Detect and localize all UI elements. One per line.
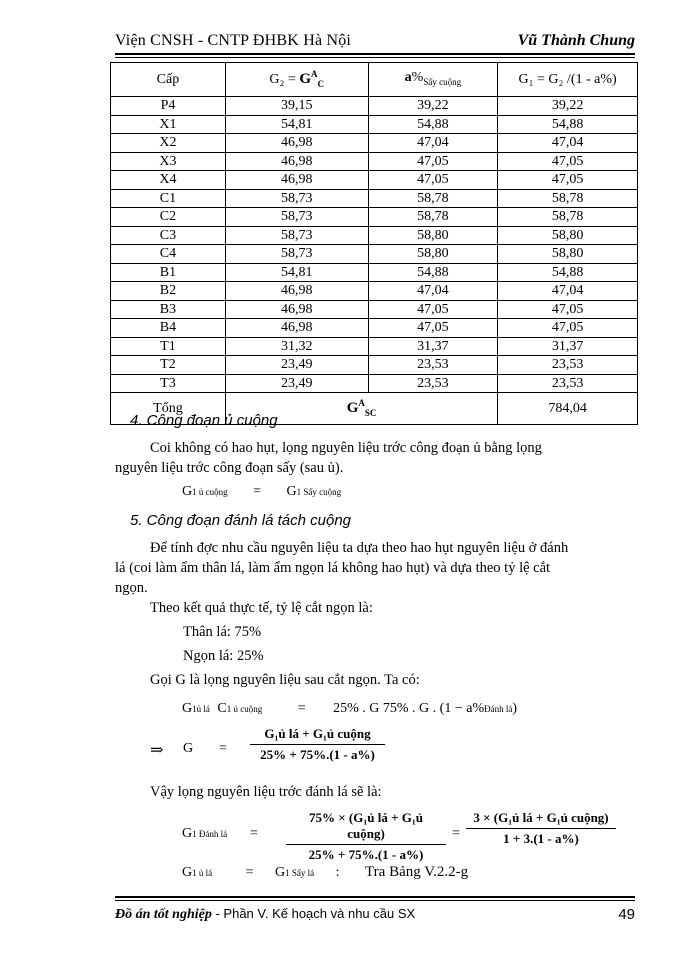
cell-cap: B4 xyxy=(111,319,226,338)
implies-arrow: ⇒ xyxy=(150,742,164,759)
header-rule-thin xyxy=(115,57,635,58)
page-footer xyxy=(115,896,635,926)
total-value: 784,04 xyxy=(498,393,638,425)
section-4-title: 4. Công đoạn ủ cuộng xyxy=(130,412,278,429)
cell-cap: C4 xyxy=(111,245,226,264)
cell-a-percent: 58,80 xyxy=(368,226,498,245)
cell-g1: 54,88 xyxy=(498,115,638,134)
data-table xyxy=(110,62,638,425)
ratio-intro: Theo kết quả thực tế, tỷ lệ cắt ngọn là: xyxy=(150,600,373,616)
cell-g1: 58,78 xyxy=(498,189,638,208)
cell-cap: T1 xyxy=(111,337,226,356)
cell-cap: B2 xyxy=(111,282,226,301)
cell-g2: 58,73 xyxy=(225,208,368,227)
cell-g2: 54,81 xyxy=(225,263,368,282)
cell-a-percent: 47,04 xyxy=(368,134,498,153)
cell-g2: 46,98 xyxy=(225,171,368,190)
section-5-para-line1: Để tính đợc nhu cầu nguyên liệu ta dựa theo hao hụt nguyên liệu ở đánh xyxy=(150,540,569,556)
cell-cap: X4 xyxy=(111,171,226,190)
cell-cap: T2 xyxy=(111,356,226,375)
table-row xyxy=(111,245,638,264)
cell-g2: 31,32 xyxy=(225,337,368,356)
table-row xyxy=(111,282,638,301)
cell-a-percent: 23,53 xyxy=(368,356,498,375)
cell-a-percent: 54,88 xyxy=(368,263,498,282)
table-row xyxy=(111,134,638,153)
cell-a-percent: 58,80 xyxy=(368,245,498,264)
cell-g2: 58,73 xyxy=(225,226,368,245)
table-row xyxy=(111,171,638,190)
cell-g2: 39,15 xyxy=(225,97,368,116)
cell-g2: 46,98 xyxy=(225,134,368,153)
section-5-para-line2: lá (coi làm ẩm thân lá, làm ẩm ngọn lá không hao hụt) và dựa theo tỷ lệ cắt xyxy=(115,560,551,576)
cell-g1: 58,80 xyxy=(498,245,638,264)
cell-cap: P4 xyxy=(111,97,226,116)
section-5-title: 5. Công đoạn đánh lá tách cuộng xyxy=(130,512,352,529)
cell-g1: 47,05 xyxy=(498,152,638,171)
table-row xyxy=(111,319,638,338)
ratio-ngon-la: Ngọn lá: 25% xyxy=(183,648,264,664)
eq2-equals: = xyxy=(219,741,227,756)
cell-g2: 23,49 xyxy=(225,374,368,393)
cell-g2: 46,98 xyxy=(225,300,368,319)
cell-cap: X3 xyxy=(111,152,226,171)
cell-cap: C1 xyxy=(111,189,226,208)
cell-g1: 47,05 xyxy=(498,171,638,190)
cell-a-percent: 31,37 xyxy=(368,337,498,356)
eq3-equals: = xyxy=(250,826,258,841)
cell-cap: B3 xyxy=(111,300,226,319)
header-g2-symbol: $G^A_C$ xyxy=(299,69,324,89)
table-row xyxy=(111,115,638,134)
cell-g1: 23,53 xyxy=(498,374,638,393)
cell-a-percent: 39,22 xyxy=(368,97,498,116)
formula-u-cuong: G1 ủ cuộng = G1 Sấy cuộng xyxy=(182,484,342,499)
cell-g2: 46,98 xyxy=(225,152,368,171)
header-g1: G₁ = G₂ /(1 - a%) xyxy=(498,63,638,97)
cell-cap: C3 xyxy=(111,226,226,245)
eq2-fraction: G₁ủ lá + G₁ủ cuộng 25% + 75%.(1 - a%) xyxy=(250,726,385,763)
cell-g1: 31,37 xyxy=(498,337,638,356)
table-row xyxy=(111,263,638,282)
cell-g2: 46,98 xyxy=(225,282,368,301)
cell-g1: 47,04 xyxy=(498,134,638,153)
header-g2 xyxy=(225,63,368,97)
section-4-para-line1: Coi không có hao hụt, lọng nguyên liệu trớc công đoạn ủ bằng lọng xyxy=(150,440,542,456)
table-header-row xyxy=(111,63,638,97)
footer-title: Đồ án tốt nghiệp - Phần V. Kế hoạch và nhu cầu SX xyxy=(115,906,416,922)
eq3-fraction-2: 3 × (G₁ủ lá + G₁ủ cuộng) 1 + 3.(1 - a%) xyxy=(466,810,616,847)
cell-cap: T3 xyxy=(111,374,226,393)
cell-g1: 58,80 xyxy=(498,226,638,245)
equation-1: G1ủ lá C1 ủ cuộng = 25% . G 75% . G . (1 − a%Đánh lá) xyxy=(182,701,518,716)
table-row xyxy=(111,374,638,393)
footer-rule-thin xyxy=(115,900,635,901)
table-row xyxy=(111,208,638,227)
cell-g2: 46,98 xyxy=(225,319,368,338)
page-number: 49 xyxy=(618,906,635,923)
table-row xyxy=(111,226,638,245)
table-row xyxy=(111,337,638,356)
section-4-para-line2: nguyên liệu trớc công đoạn sấy (sau ủ). xyxy=(115,460,344,476)
ratio-than-la: Thân lá: 75% xyxy=(183,624,262,640)
total-label: Tổng xyxy=(111,393,226,425)
cell-a-percent: 54,88 xyxy=(368,115,498,134)
cell-g2: 23,49 xyxy=(225,356,368,375)
cell-g1: 58,78 xyxy=(498,208,638,227)
header-author: Vũ Thành Chung xyxy=(517,32,635,49)
cell-a-percent: 47,05 xyxy=(368,300,498,319)
cell-cap: X2 xyxy=(111,134,226,153)
section-5-para-line3: ngọn. xyxy=(115,580,148,596)
header-g2-prefix: G₂ = xyxy=(269,72,296,87)
cell-g1: 54,88 xyxy=(498,263,638,282)
table-row xyxy=(111,189,638,208)
define-g: Gọi G là lọng nguyên liệu sau cắt ngọn. Ta có: xyxy=(150,672,420,688)
header-a-percent: $a\%_{Sấy cuộng}$ xyxy=(368,63,498,97)
eq2-g: G xyxy=(183,741,194,756)
cell-a-percent: 58,78 xyxy=(368,189,498,208)
cell-cap: X1 xyxy=(111,115,226,134)
table-row xyxy=(111,356,638,375)
cell-cap: B1 xyxy=(111,263,226,282)
cell-a-percent: 47,05 xyxy=(368,171,498,190)
cell-g2: 58,73 xyxy=(225,189,368,208)
cell-cap: C2 xyxy=(111,208,226,227)
cell-g2: 58,73 xyxy=(225,245,368,264)
cell-g2: 54,81 xyxy=(225,115,368,134)
cell-a-percent: 47,05 xyxy=(368,152,498,171)
table-row xyxy=(111,152,638,171)
cell-a-percent: 23,53 xyxy=(368,374,498,393)
total-symbol: $G^A_{SC}$ xyxy=(225,393,497,425)
cell-a-percent: 47,05 xyxy=(368,319,498,338)
header-institute: Viện CNSH - CNTP ĐHBK Hà Nội xyxy=(115,32,352,49)
cell-a-percent: 58,78 xyxy=(368,208,498,227)
page-header xyxy=(115,30,635,54)
table-row xyxy=(111,300,638,319)
eq3-fraction-1: 75% × (G₁ủ lá + G₁ủ cuộng) 25% + 75%.(1 - a%) xyxy=(286,810,446,863)
table-body xyxy=(111,97,638,393)
cell-g1: 39,22 xyxy=(498,97,638,116)
cell-g1: 47,05 xyxy=(498,319,638,338)
footer-rule xyxy=(115,896,635,898)
conclusion-text: Vậy lọng nguyên liệu trớc đánh lá sẽ là: xyxy=(150,784,382,800)
equation-4: G1 ủ lá = G1 Sấy lá : Tra Bảng V.2.2-g xyxy=(182,864,469,880)
header-rule xyxy=(115,53,635,55)
eq3-equals-2: = xyxy=(452,826,460,841)
cell-g1: 47,05 xyxy=(498,300,638,319)
cell-g1: 23,53 xyxy=(498,356,638,375)
cell-g1: 47,04 xyxy=(498,282,638,301)
cell-a-percent: 47,04 xyxy=(368,282,498,301)
eq3-lhs: G1 Đánh lá xyxy=(182,826,228,841)
table-row xyxy=(111,97,638,116)
header-cap: Cấp xyxy=(111,63,226,97)
